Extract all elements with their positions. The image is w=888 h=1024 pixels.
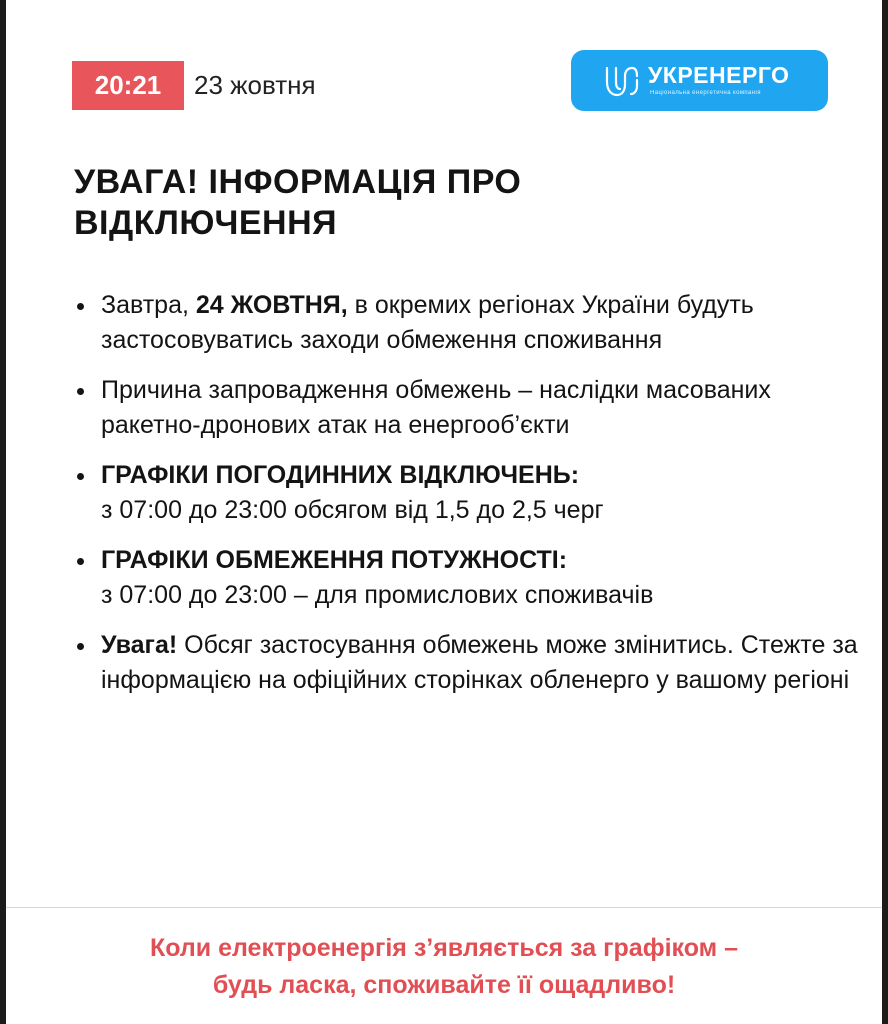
title-line-1: УВАГА! ІНФОРМАЦІЯ ПРО — [74, 163, 522, 201]
footer-divider — [6, 907, 882, 908]
ukrenergo-logo — [571, 50, 828, 111]
list-item-attention — [74, 628, 864, 698]
footer-line-1: Коли електроенергія з’являється за графіком – — [150, 934, 738, 962]
list-item-bold: ГРАФІКИ ПОГОДИННИХ ВІДКЛЮЧЕНЬ: — [101, 461, 580, 489]
logo-tagline: Національна енергетична компанія — [650, 90, 761, 96]
date-label: 23 жовтня — [194, 70, 316, 100]
list-item-text: з 07:00 до 23:00 – для промислових споживачів — [101, 581, 654, 609]
list-item-bold: 24 ЖОВТНЯ, — [195, 291, 348, 319]
list-item-reason — [74, 373, 864, 443]
list-item-text: Обсяг застосування обмежень може змінитись. Стежте за інформацією на офіційних сторінках обленерго у вашому регіоні — [101, 631, 858, 694]
announcement-card — [6, 0, 882, 1024]
footer-message — [6, 930, 882, 1004]
list-item-hourly-schedules — [74, 458, 864, 528]
info-list — [74, 288, 864, 713]
list-item-tomorrow — [74, 288, 864, 358]
list-item-text: в окремих регіонах України будуть застосовуватись заходи обмеження споживання — [101, 291, 754, 354]
title-line-2: ВІДКЛЮЧЕННЯ — [74, 204, 338, 242]
list-item-text: Причина запровадження обмежень – наслідки масованих ракетно-дронових атак на енергооб’єкти — [101, 376, 771, 439]
page-title — [74, 162, 794, 244]
list-item-bold: Увага! — [101, 631, 178, 659]
ukrenergo-logo-icon — [603, 64, 639, 98]
list-item-text: з 07:00 до 23:00 обсягом від 1,5 до 2,5 черг — [101, 496, 604, 524]
list-item-power-limits — [74, 543, 864, 613]
logo-name: УКРЕНЕРГО — [648, 62, 790, 88]
list-item-bold: ГРАФІКИ ОБМЕЖЕННЯ ПОТУЖНОСТІ: — [101, 546, 568, 574]
footer-line-2: будь ласка, споживайте її ощадливо! — [212, 971, 676, 999]
time-badge: 20:21 — [72, 61, 184, 110]
list-item-text: Завтра, — [101, 291, 196, 319]
